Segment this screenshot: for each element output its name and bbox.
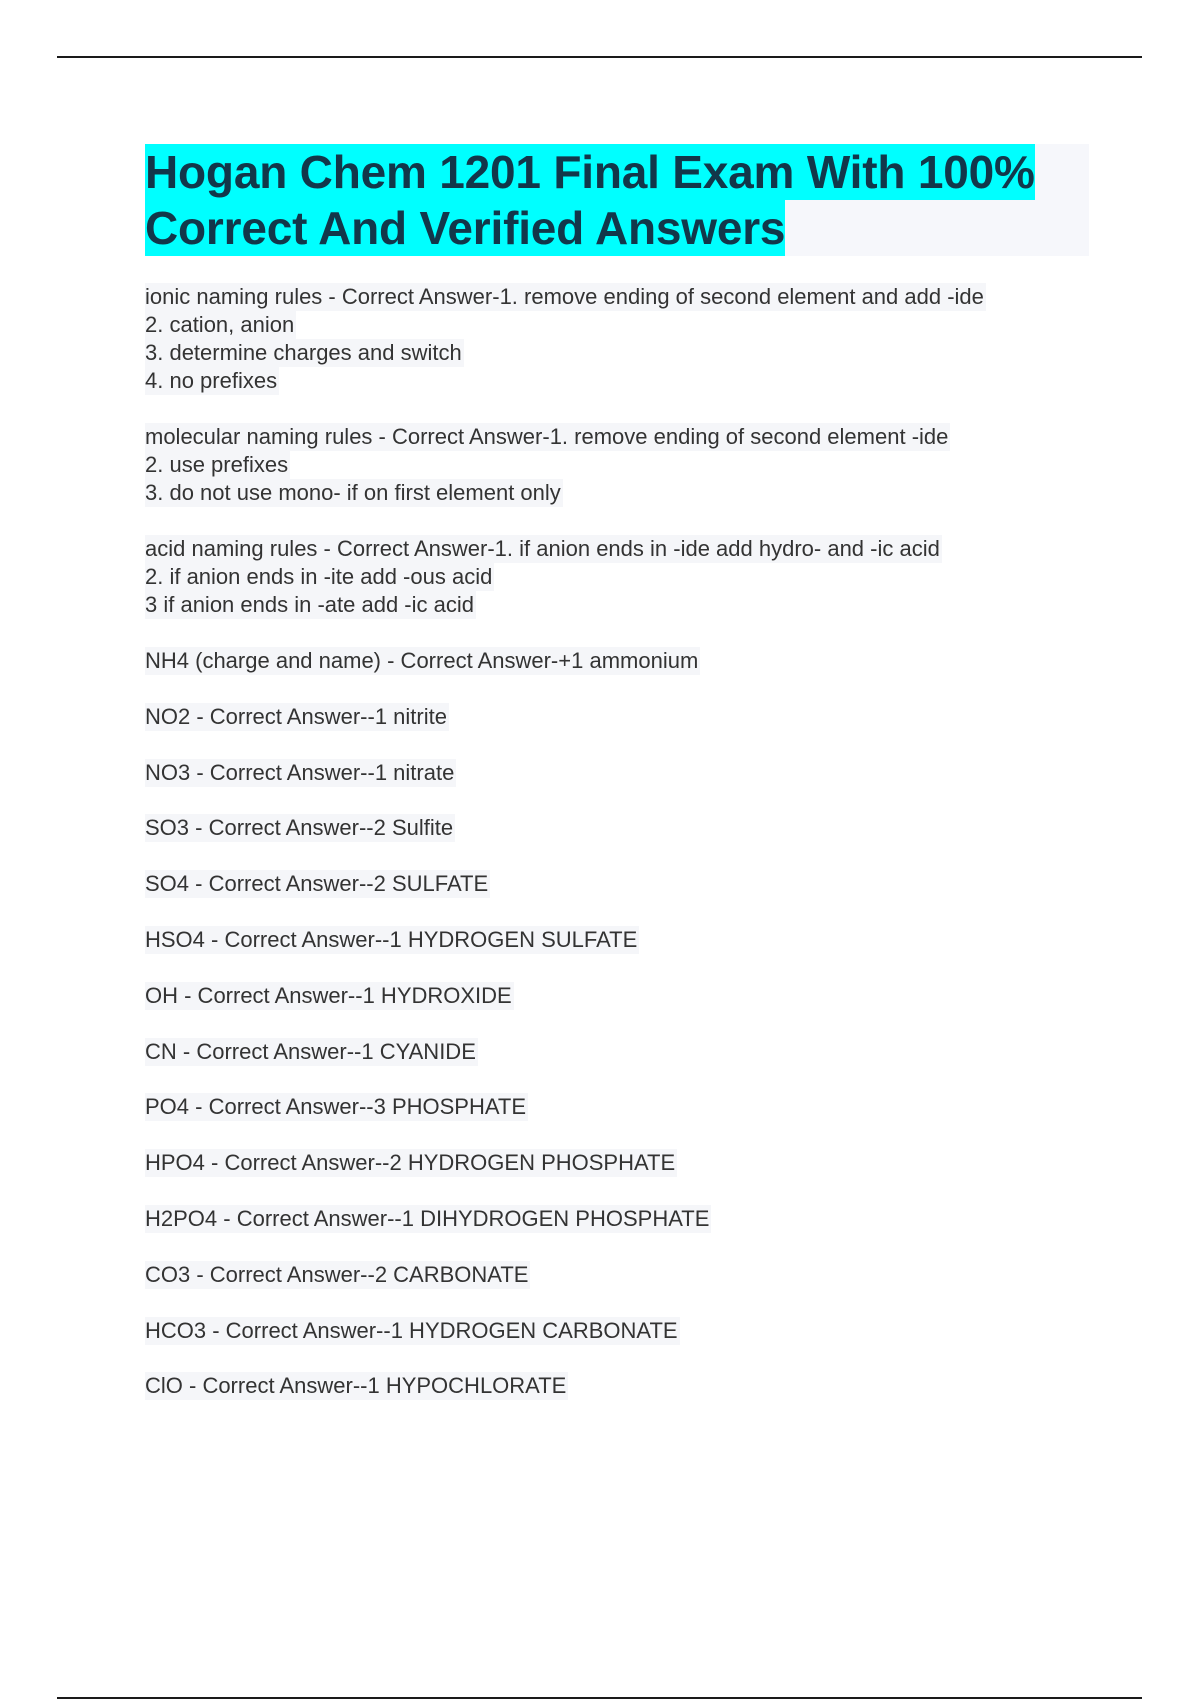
qa-line: SO4 - Correct Answer--2 SULFATE xyxy=(145,871,489,897)
qa-block-molecular xyxy=(145,423,1105,507)
qa-item xyxy=(145,1317,1105,1345)
document-body xyxy=(145,283,1105,1428)
qa-line: NH4 (charge and name) - Correct Answer-+1 ammonium xyxy=(145,648,699,673)
qa-item xyxy=(145,703,1105,731)
qa-line: 2. use prefixes xyxy=(145,452,289,477)
qa-line: SO3 - Correct Answer--2 Sulfite xyxy=(145,815,454,841)
qa-line: 3. determine charges and switch xyxy=(145,340,462,365)
qa-item xyxy=(145,870,1105,898)
qa-line: 2. cation, anion xyxy=(145,312,295,337)
qa-line: 4. no prefixes xyxy=(145,368,278,393)
qa-line: NO3 - Correct Answer--1 nitrate xyxy=(145,759,455,785)
qa-item xyxy=(145,1372,1105,1400)
qa-item xyxy=(145,982,1105,1010)
qa-item xyxy=(145,1205,1105,1233)
qa-line: acid naming rules - Correct Answer-1. if anion ends in -ide add hydro- and -ic acid xyxy=(145,536,940,561)
qa-line: ClO - Correct Answer--1 HYPOCHLORATE xyxy=(145,1373,567,1399)
qa-item xyxy=(145,647,1105,675)
qa-line: ionic naming rules - Correct Answer-1. remove ending of second element and add -ide xyxy=(145,284,984,309)
header-rule xyxy=(57,56,1142,58)
qa-line: PO4 - Correct Answer--3 PHOSPHATE xyxy=(145,1094,527,1120)
footer-rule xyxy=(57,1697,1142,1699)
qa-line: NO2 - Correct Answer--1 nitrite xyxy=(145,703,447,729)
qa-line: 3. do not use mono- if on first element only xyxy=(145,480,561,505)
qa-item xyxy=(145,759,1105,787)
qa-block-ionic xyxy=(145,283,1105,395)
title-line-2: Correct And Verified Answers xyxy=(145,202,786,254)
qa-line: molecular naming rules - Correct Answer-1. remove ending of second element -ide xyxy=(145,424,949,449)
qa-block-acid xyxy=(145,535,1105,619)
qa-line: HCO3 - Correct Answer--1 HYDROGEN CARBONATE xyxy=(145,1317,678,1343)
qa-item xyxy=(145,814,1105,842)
qa-line: 3 if anion ends in -ate add -ic acid xyxy=(145,592,474,617)
qa-line: CO3 - Correct Answer--2 CARBONATE xyxy=(145,1261,529,1287)
document-title xyxy=(145,144,1089,256)
qa-item xyxy=(145,1038,1105,1066)
qa-item xyxy=(145,1149,1105,1177)
qa-line: HSO4 - Correct Answer--1 HYDROGEN SULFATE xyxy=(145,926,638,952)
qa-item xyxy=(145,1093,1105,1121)
qa-line: H2PO4 - Correct Answer--1 DIHYDROGEN PHOSPHATE xyxy=(145,1205,710,1231)
qa-line: HPO4 - Correct Answer--2 HYDROGEN PHOSPHATE xyxy=(145,1150,676,1176)
qa-line: CN - Correct Answer--1 CYANIDE xyxy=(145,1038,476,1064)
qa-item xyxy=(145,1261,1105,1289)
qa-line: OH - Correct Answer--1 HYDROXIDE xyxy=(145,982,512,1008)
title-line-1: Hogan Chem 1201 Final Exam With 100% xyxy=(145,146,1035,198)
qa-item xyxy=(145,926,1105,954)
qa-line: 2. if anion ends in -ite add -ous acid xyxy=(145,564,493,589)
